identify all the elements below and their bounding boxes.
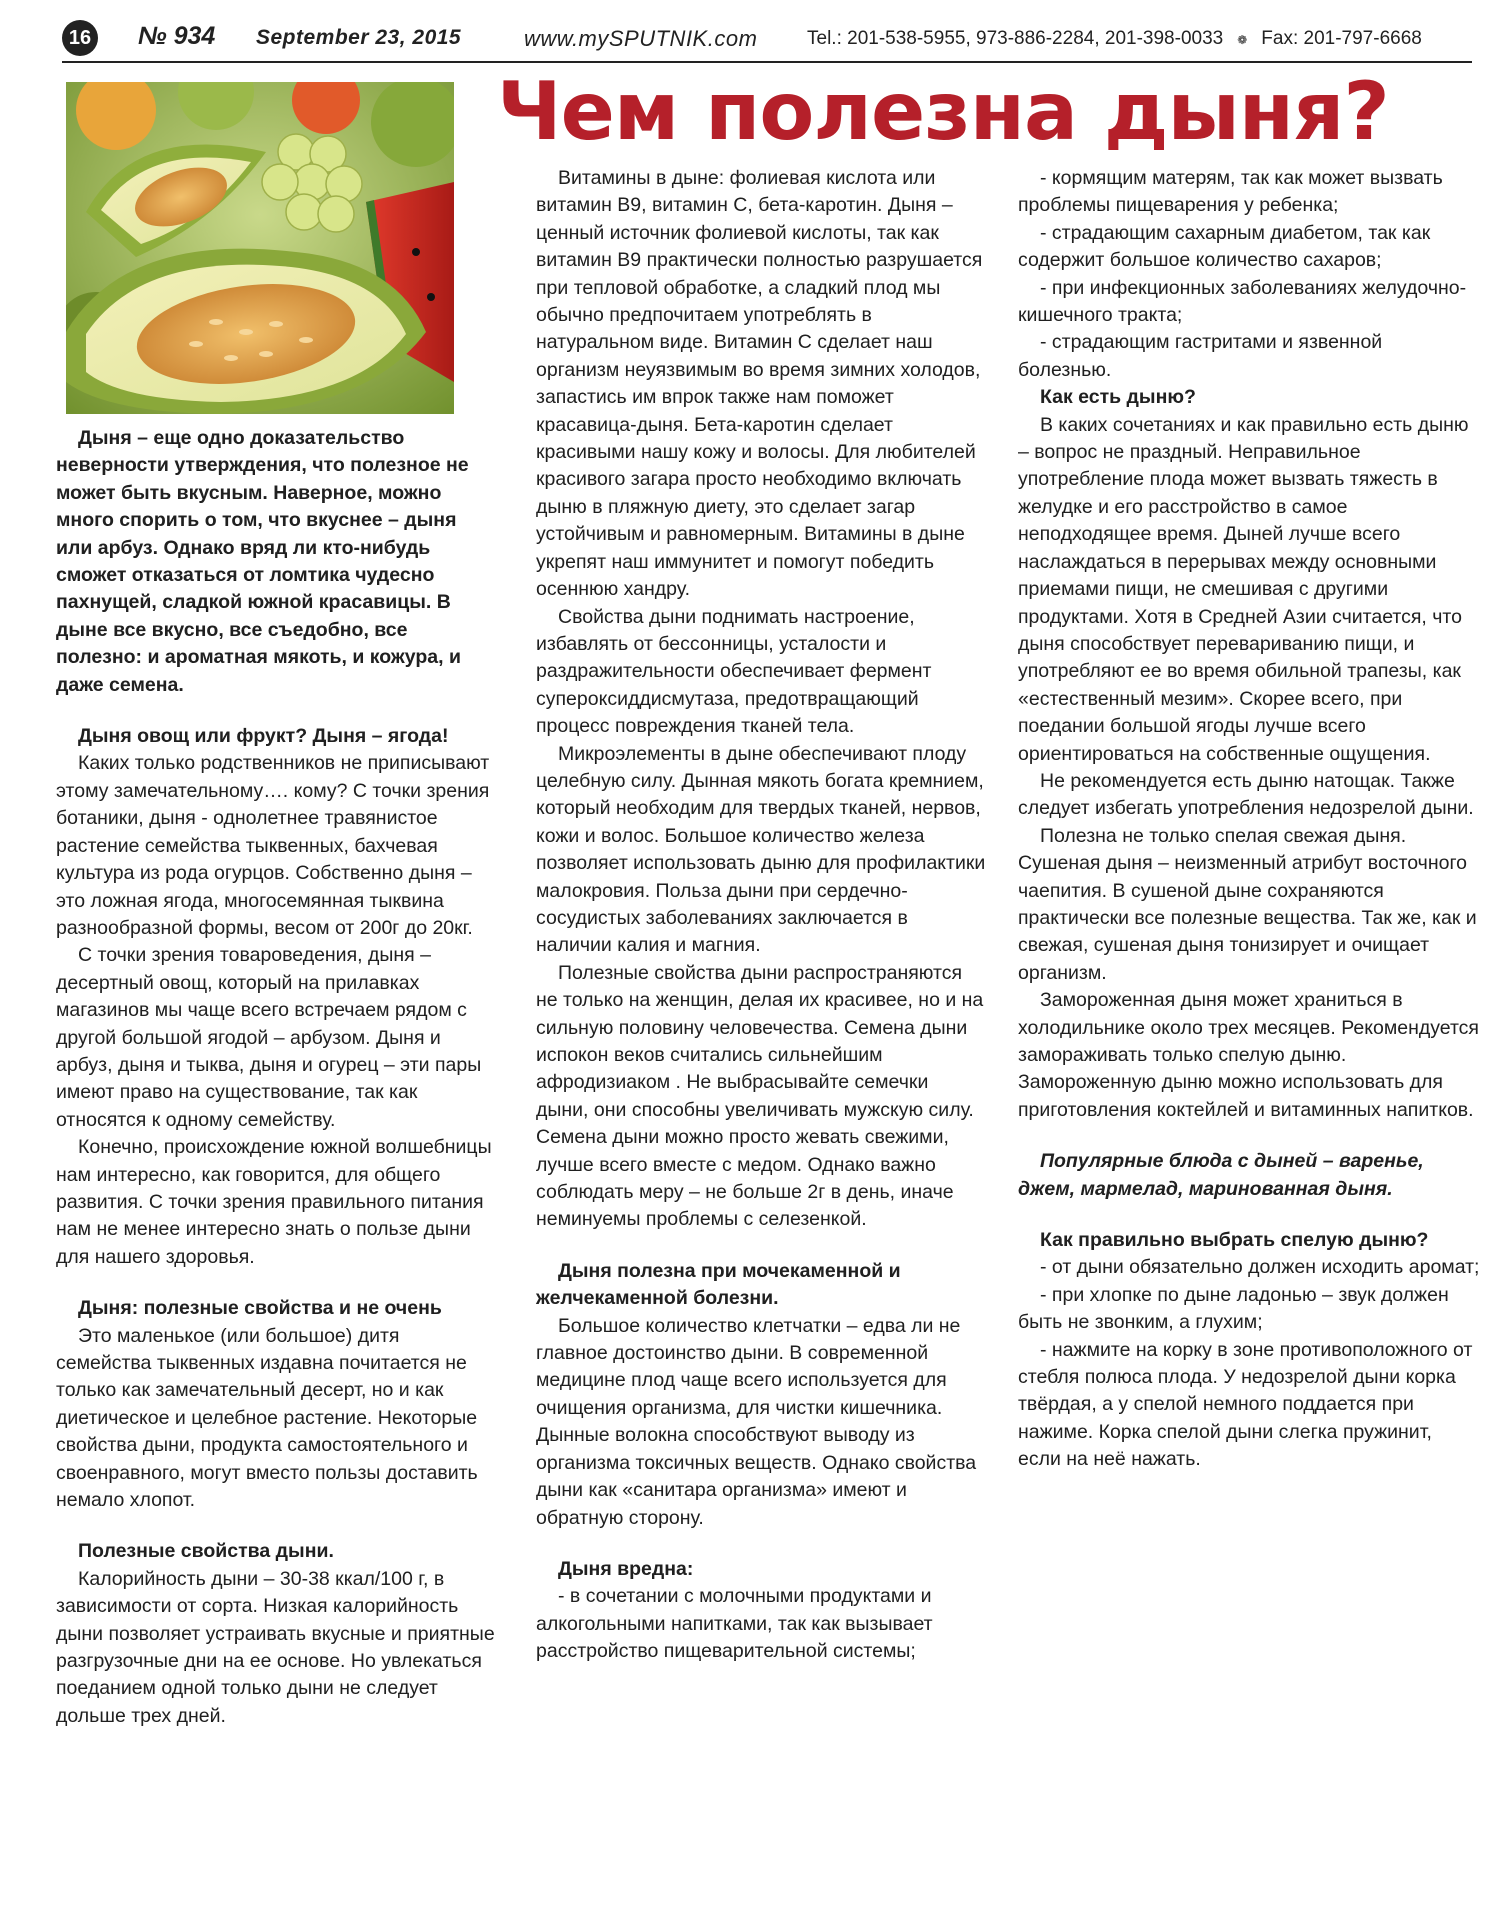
page-header xyxy=(62,18,1472,58)
section-heading-useful: Полезные свойства дыни. xyxy=(78,1540,334,1563)
fax-number: Fax: 201-797-6668 xyxy=(1261,28,1422,49)
paragraph: Конечно, происхождение южной волшебницы нам интересно, как говорится, для общего развития. С точки зрения правильного питания нам не менее интересно знать о пользе дыни для нашего здоровья. xyxy=(56,1136,492,1268)
paragraph: Не рекомендуется есть дыню натощак. Также следует избегать употребления недозрелой дыни. xyxy=(1018,769,1474,820)
separator-icon: ❁ xyxy=(1237,33,1248,47)
paragraph: Каких только родственников не приписывают этому замечательному…. кому? С точки зрения ботаники, дыня - однолетнее травянистое растение семейства тыквенных, бахчевая культура из рода огурцов. Собственно дыня – это ложная ягода, многосемянная тыквина разнообразной формы, весом от 200г до 20кг. xyxy=(56,752,490,939)
paragraph: Это маленькое (или большое) дитя семейства тыквенных издавна почитается не только как замечательный десерт, но и как диетическое и целебное растение. Некоторые свойства дыни, продукта самостоятельного и своенравного, могут вместо пользы доставить немало хлопот. xyxy=(56,1324,478,1512)
list-item: - нажмите на корку в зоне противоположного от стебля полюса плода. У недозрелой дыни корка твёрдая, а у спелой немного поддается при нажиме. Корка спелой дыни слегка пружинит, если на неё нажать. xyxy=(1018,1338,1473,1471)
list-item: - при хлопке по дыне ладонью – звук должен быть не звонким, а глухим; xyxy=(1018,1283,1449,1334)
column-3 xyxy=(1018,165,1480,1474)
list-item: - при инфекционных заболеваниях желудочно-кишечного тракта; xyxy=(1018,276,1467,327)
section-heading-harmful: Дыня вредна: xyxy=(558,1557,694,1580)
paragraph: Микроэлементы в дыне обеспечивают плоду целебную силу. Дынная мякоть богата кремнием, который необходим для твердых тканей, нервов, кожи и волос. Большое количество железа позволяет использовать дыню для профилактики малокровия. Польза дыни при сердечно-сосудистых заболеваниях заключается в наличии калия и магния. xyxy=(536,742,986,957)
paragraph: Полезные свойства дыни распространяются не только на женщин, делая их красивее, но и на сильную половину человечества. Семена дыни испокон веков считались сильнейшим афродизиаком . Не выбрасывайте семечки дыни, они способны увеличивать мужскую силу. Семена дыни можно просто жевать свежими, лучше всего вместе с медом. Однако важно соблюдать меру – не больше 2г в день, иначе неминуемы проблемы с селезенкой. xyxy=(536,961,984,1231)
paragraph: Большое количество клетчатки – едва ли не главное достоинство дыни. В современной медицине плод чаще всего используется для очищения организма, для чистки кишечника. Дынные волокна способствуют выводу из организма токсичных веществ. Однако свойства дыни как «санитара организма» имеют и обратную сторону. xyxy=(536,1314,977,1529)
popular-dishes: Популярные блюда с дыней – варенье, джем, мармелад, маринованная дыня. xyxy=(1018,1150,1424,1200)
paragraph: Калорийность дыни – 30-38 ккал/100 г, в зависимости от сорта. Низкая калорийность дыни позволяет устраивать вкусные и приятные разгрузочные дни на ее основе. Но увлекаться поеданием одной только дыни не следует дольше трех дней. xyxy=(56,1567,495,1727)
paragraph: В каких сочетаниях и как правильно есть дыню – вопрос не праздный. Неправильное употребление плода может вызвать тяжесть в желудке и его расстройство в самое неподходящее время. Дыней лучше всего наслаждаться в перерывах между основными приемами пищи, не смешивая с другими продуктами. Хотя в Средней Азии считается, что дыня способствует перевариванию пищи, и употребляют ее во время обильной трапезы, как «естественный мезим». Скорее всего, при поедании большой ягоды лучше всего ориентироваться на собственные ощущения. xyxy=(1018,413,1469,765)
page-number: 16 xyxy=(62,20,98,56)
list-item: - в сочетании с молочными продуктами и алкогольными напитками, так как вызывает расстройство пищеварительной системы; xyxy=(536,1585,933,1663)
header-rule xyxy=(62,61,1472,63)
list-item: - страдающим гастритами и язвенной болезнью. xyxy=(1018,331,1383,381)
section-heading-how-to-choose: Как правильно выбрать спелую дыню? xyxy=(1040,1229,1429,1252)
website-link[interactable]: www.mySPUTNIK.com xyxy=(524,26,758,51)
paragraph: Витамины в дыне: фолиевая кислота или витамин В9, витамин С, бета-каротин. Дыня – ценный источник фолиевой кислоты, так как витамин В9 практически полностью разрушается при тепловой обработке, а сладкий плод мы обычно предпочитаем употреблять в натуральном виде. Витамин С сделает наш организм неуязвимым во время зимних холодов, запастись им впрок также нам поможет красавица-дыня. Бета-каротин сделает красивыми нашу кожу и волосы. Для любителей красивого загара просто необходимо включать дыню в пляжную диету, это сделает загар устойчивым и равномерным. Витамины в дыне укрепят наш иммунитет и помогут победить осеннюю хандру. xyxy=(536,167,983,601)
paragraph: Свойства дыни поднимать настроение, избавлять от бессонницы, усталости и раздражительности обеспечивает фермент супероксиддисмутаза, предотвращающий процесс повреждения тканей тела. xyxy=(536,605,932,738)
article-title: Чем полезна дыня? xyxy=(497,65,1389,158)
paragraph: Замороженная дыня может храниться в холодильнике около трех месяцев. Рекомендуется замораживать только спелую дыню. Замороженную дыню можно использовать для приготовления коктейлей и витаминных напитков. xyxy=(1018,989,1479,1121)
list-item: - страдающим сахарным диабетом, так как содержит большое количество сахаров; xyxy=(1018,221,1431,272)
column-1 xyxy=(56,425,496,1730)
list-item: - кормящим матерям, так как может вызвать проблемы пищеварения у ребенка; xyxy=(1018,167,1443,217)
section-heading-stones: Дыня полезна при мочекаменной и желчекаменной болезни. xyxy=(536,1259,901,1310)
section-heading-properties: Дыня: полезные свойства и не очень xyxy=(78,1297,442,1320)
column-2 xyxy=(536,165,986,1666)
section-heading-how-to-eat: Как есть дыню? xyxy=(1040,386,1196,409)
paragraph: С точки зрения товароведения, дыня – десертный овощ, который на прилавках магазинов мы чаще всего встречаем рядом с другой большой ягодой – арбузом. Дыня и арбуз, дыня и тыква, дыня и огурец – эти пары имеют право на существование, так как относятся к одному семейству. xyxy=(56,944,482,1131)
phone-numbers: Tel.: 201-538-5955, 973-886-2284, 201-398-0033 xyxy=(807,28,1224,49)
article-lead: Дыня – еще одно доказательство неверности утверждения, что полезное не может быть вкусным. Наверное, можно много спорить о том, что вкуснее – дыня или арбуз. Однако вряд ли кто-нибудь сможет отказаться от ломтика чудесно пахнущей, сладкой южной красавицы. В дыне все вкусно, все съедобно, все полезно: и ароматная мякоть, и кожура, и даже семена. xyxy=(56,427,469,696)
issue-number: № 934 xyxy=(138,22,216,50)
list-item: - от дыни обязательно должен исходить аромат; xyxy=(1040,1256,1480,1279)
contacts xyxy=(807,28,1422,50)
issue-date: September 23, 2015 xyxy=(256,26,462,49)
paragraph: Полезна не только спелая свежая дыня. Сушеная дыня – неизменный атрибут восточного чаепития. В сушеной дыне сохраняются практически все полезные вещества. Так же, как и свежая, сушеная дыня тонизирует и очищает организм. xyxy=(1018,824,1477,984)
section-heading-vegetable-or-fruit: Дыня овощ или фрукт? Дыня – ягода! xyxy=(78,725,449,748)
melon-photo xyxy=(66,82,454,414)
